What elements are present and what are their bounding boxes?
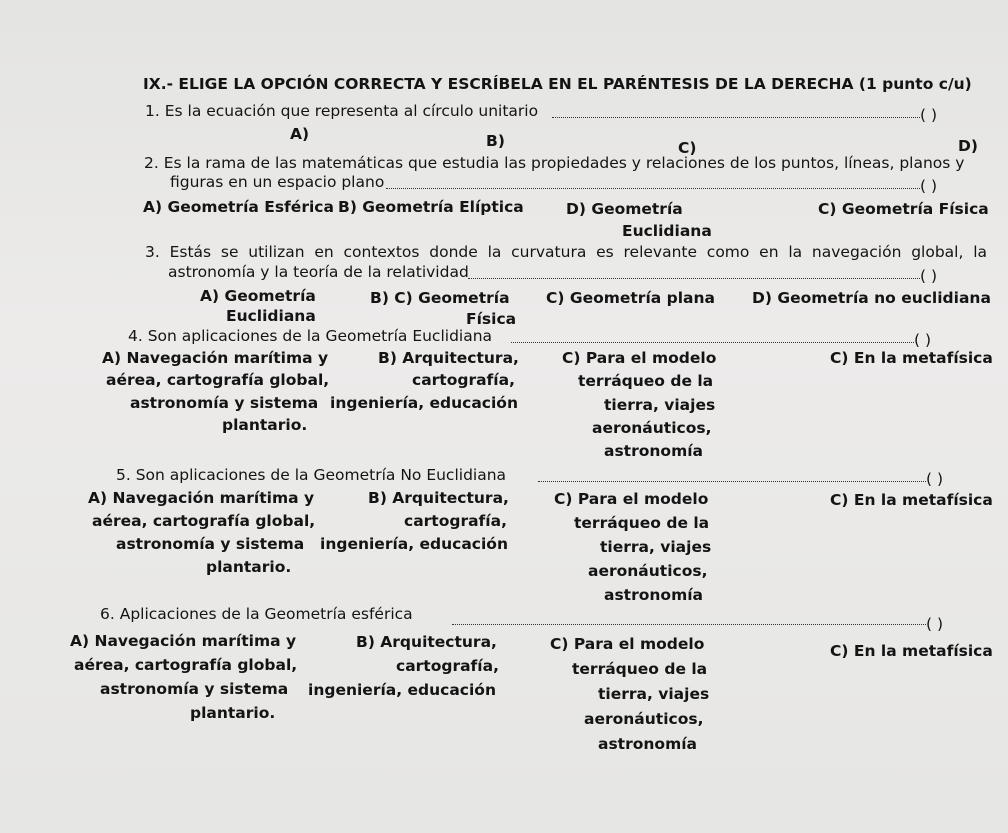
question-3-line-2: astronomía y la teoría de la relatividad xyxy=(168,263,469,281)
question-5-text: 5. Son aplicaciones de la Geometría No Euclidiana xyxy=(116,466,507,484)
answer-blank[interactable]: ( ) xyxy=(920,177,938,195)
option-c: C) Geometría plana xyxy=(546,289,715,307)
dotted-leader xyxy=(468,278,920,279)
section-title: IX.- ELIGE LA OPCIÓN CORRECTA Y ESCRÍBELA EN EL PARÉNTESIS DE LA DERECHA (1 punto c/u) xyxy=(143,75,972,93)
dotted-leader xyxy=(538,481,926,482)
option-d: C) En la metafísica xyxy=(830,491,993,509)
option-c-line-5: astronomía xyxy=(598,735,697,753)
option-a-line-3: astronomía y sistema xyxy=(100,680,289,698)
question-3-line-1: 3. Estás se utilizan en contextos donde la curvatura es relevante como en la navegación global, la xyxy=(145,243,987,261)
option-b-line-2: cartografía, xyxy=(404,512,507,530)
option-d: D) Geometría xyxy=(566,200,683,218)
option-c-line-3: tierra, viajes xyxy=(604,396,716,414)
option-a-line-2: aérea, cartografía global, xyxy=(74,656,298,674)
question-2-line-1: 2. Es la rama de las matemáticas que estudia las propiedades y relaciones de los puntos, líneas, planos y xyxy=(144,154,965,172)
option-a-line-4: plantario. xyxy=(190,704,276,722)
question-2-line-2: figuras en un espacio plano xyxy=(170,173,385,191)
option-b-line-2: cartografía, xyxy=(412,371,515,389)
option-b-line-3: ingeniería, educación xyxy=(308,681,496,699)
option-a-line-3: astronomía y sistema xyxy=(116,535,305,553)
answer-blank[interactable]: ( ) xyxy=(914,331,932,349)
option-a-line-3: astronomía y sistema xyxy=(130,394,319,412)
option-d-line-2: Euclidiana xyxy=(622,222,712,240)
option-a: A) Geometría Esférica xyxy=(143,198,334,216)
option-c-line-4: aeronáuticos, xyxy=(592,419,712,437)
option-a-line-1: A) Navegación marítima y xyxy=(88,489,315,507)
option-d: D) xyxy=(958,137,978,155)
answer-blank[interactable]: ( ) xyxy=(920,106,938,124)
dotted-leader xyxy=(386,188,920,189)
option-c-line-2: terráqueo de la xyxy=(572,660,708,678)
option-d: C) En la metafísica xyxy=(830,349,993,367)
option-a-line-4: plantario. xyxy=(222,416,308,434)
option-a: A) xyxy=(290,125,310,143)
option-d: D) Geometría no euclidiana xyxy=(752,289,991,307)
option-a-line-2: aérea, cartografía global, xyxy=(106,371,330,389)
option-c-line-1: C) Para el modelo xyxy=(550,635,705,653)
question-1-text: 1. Es la ecuación que representa al círculo unitario xyxy=(145,102,539,120)
option-d: C) En la metafísica xyxy=(830,642,993,660)
option-c-line-4: aeronáuticos, xyxy=(584,710,704,728)
answer-blank[interactable]: ( ) xyxy=(926,470,944,488)
option-b-line-2: cartografía, xyxy=(396,657,499,675)
dotted-leader xyxy=(552,117,920,118)
option-c-line-4: aeronáuticos, xyxy=(588,562,708,580)
option-b: B) xyxy=(486,132,505,150)
option-c: C) xyxy=(678,139,697,157)
option-b-line-1: B) Arquitectura, xyxy=(356,633,497,651)
option-b: B) C) Geometría xyxy=(370,289,510,307)
option-c-line-2: terráqueo de la xyxy=(578,372,714,390)
option-a-line-4: plantario. xyxy=(206,558,292,576)
question-6-text: 6. Aplicaciones de la Geometría esférica xyxy=(100,605,413,623)
option-c-line-1: C) Para el modelo xyxy=(554,490,709,508)
option-b-line-1: B) Arquitectura, xyxy=(378,349,519,367)
dotted-leader xyxy=(452,624,926,625)
answer-blank[interactable]: ( ) xyxy=(926,615,944,633)
option-a-line-2: aérea, cartografía global, xyxy=(92,512,316,530)
option-b-line-3: ingeniería, educación xyxy=(330,394,518,412)
option-c: C) Geometría Física xyxy=(818,200,989,218)
dotted-leader xyxy=(511,342,914,343)
option-c-line-1: C) Para el modelo xyxy=(562,349,717,367)
option-b-line-2: Física xyxy=(466,310,517,328)
option-a-line-1: A) Navegación marítima y xyxy=(102,349,329,367)
question-4-text: 4. Son aplicaciones de la Geometría Euclidiana xyxy=(128,327,493,345)
option-c-line-5: astronomía xyxy=(604,442,703,460)
option-a: A) Geometría xyxy=(200,287,316,305)
option-c-line-5: astronomía xyxy=(604,586,703,604)
option-b-line-3: ingeniería, educación xyxy=(320,535,508,553)
option-c-line-3: tierra, viajes xyxy=(600,538,712,556)
option-a-line-2: Euclidiana xyxy=(226,307,316,325)
option-c-line-3: tierra, viajes xyxy=(598,685,710,703)
option-b-line-1: B) Arquitectura, xyxy=(368,489,509,507)
option-b: B) Geometría Elíptica xyxy=(338,198,524,216)
option-a-line-1: A) Navegación marítima y xyxy=(70,632,297,650)
option-c-line-2: terráqueo de la xyxy=(574,514,710,532)
answer-blank[interactable]: ( ) xyxy=(920,267,938,285)
